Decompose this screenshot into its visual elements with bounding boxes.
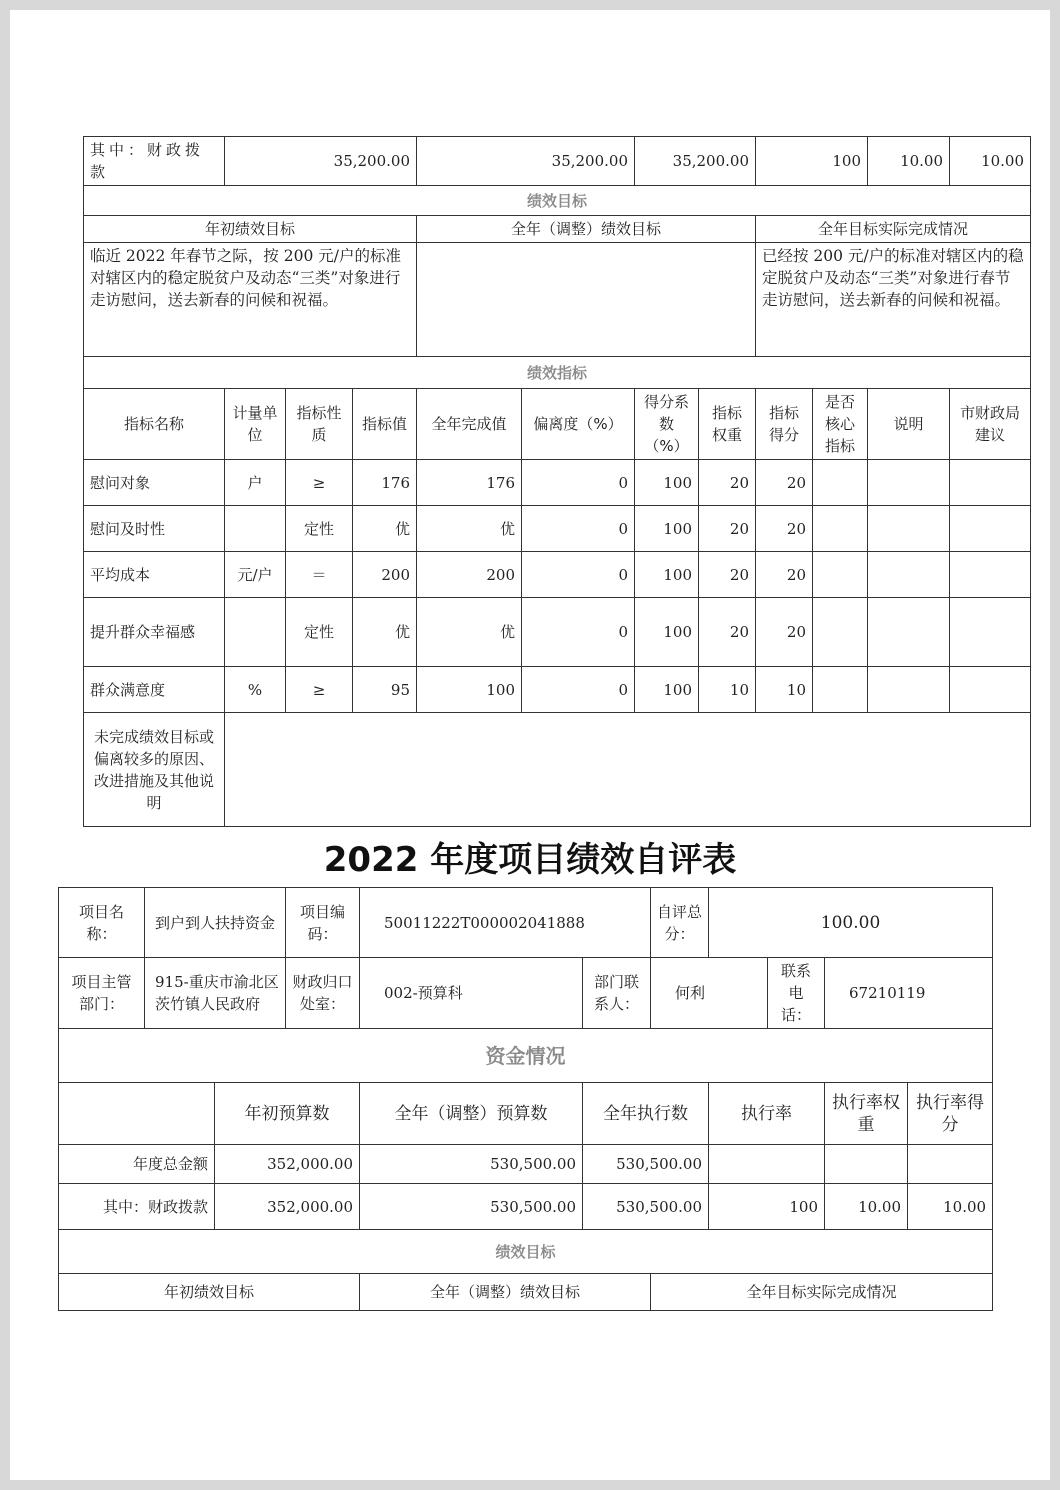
ind-core <box>813 460 868 506</box>
ind-unit: % <box>225 667 286 713</box>
contact-label: 部门联系人： <box>583 958 651 1029</box>
funds-header-blank <box>59 1083 215 1145</box>
fund-initial: 352,000.00 <box>215 1184 360 1230</box>
ind-coef: 100 <box>635 598 699 667</box>
ind-header-nature: 指标性质 <box>286 389 353 460</box>
ind-actual: 优 <box>417 506 522 552</box>
ind-unit: 户 <box>225 460 286 506</box>
ind-core <box>813 667 868 713</box>
ind-target: 优 <box>353 506 417 552</box>
goal-initial-text: 临近 2022 年春节之际，按 200 元/户的标准对辖区内的稳定脱贫户及动态“三类”对象进行走访慰问，送去新春的问候和祝福。 <box>84 243 417 357</box>
funds-header-row <box>59 1083 993 1145</box>
ind-advice <box>950 552 1031 598</box>
self-score-value: 100.00 <box>709 888 993 958</box>
ind-unit: 元/户 <box>225 552 286 598</box>
ind-nature: ≥ <box>286 667 353 713</box>
ind-core <box>813 552 868 598</box>
ind-name: 平均成本 <box>84 552 225 598</box>
ind-header-advice: 市财政局建议 <box>950 389 1031 460</box>
fund-executed: 530,500.00 <box>583 1184 709 1230</box>
goal-adjusted-header: 全年（调整）绩效目标 <box>417 216 756 243</box>
funds-header-adjusted: 全年（调整）预算数 <box>360 1083 583 1145</box>
upper-performance-table <box>83 136 1031 827</box>
goals-section-header: 绩效目标 <box>84 186 1031 216</box>
total-weight <box>825 1145 908 1184</box>
ind-weight: 20 <box>699 460 756 506</box>
ind-weight: 20 <box>699 506 756 552</box>
ind-name: 慰问及时性 <box>84 506 225 552</box>
ind-actual: 176 <box>417 460 522 506</box>
fund-row-label: 其中：财政拨款 <box>84 137 225 186</box>
table-row <box>84 552 1031 598</box>
funds-header-initial: 年初预算数 <box>215 1083 360 1145</box>
ind-note <box>868 460 950 506</box>
fund-rate-weight: 10.00 <box>868 137 950 186</box>
goal-adjusted-text <box>417 243 756 357</box>
ind-unit <box>225 598 286 667</box>
table-row <box>84 460 1031 506</box>
table-row <box>59 1184 993 1230</box>
fund-adjusted-budget: 35,200.00 <box>417 137 635 186</box>
ind-header-name: 指标名称 <box>84 389 225 460</box>
fund-adjusted: 530,500.00 <box>360 1184 583 1230</box>
fund-executed: 35,200.00 <box>635 137 756 186</box>
funds-header-score: 执行率得分 <box>908 1083 993 1145</box>
total-row-label: 年度总金额 <box>59 1145 215 1184</box>
ind-actual: 200 <box>417 552 522 598</box>
goal-actual-text: 已经按 200 元/户的标准对辖区内的稳定脱贫户及动态“三类”对象进行春节走访慰问，送去新春的问候和祝福。 <box>756 243 1031 357</box>
ind-coef: 100 <box>635 552 699 598</box>
ind-advice <box>950 667 1031 713</box>
ind-advice <box>950 598 1031 667</box>
phone-value: 67210119 <box>825 958 993 1029</box>
fund-rate: 100 <box>709 1184 825 1230</box>
finance-office-label: 财政归口处室： <box>286 958 360 1029</box>
ind-deviation: 0 <box>522 552 635 598</box>
funds-header-weight: 执行率权重 <box>825 1083 908 1145</box>
reason-value <box>225 713 1031 827</box>
project-code-value: 50011222T000002041888 <box>360 888 651 958</box>
ind-coef: 100 <box>635 460 699 506</box>
ind-nature: ＝ <box>286 552 353 598</box>
contact-value: 何利 <box>651 958 768 1029</box>
indicator-header-row <box>84 389 1031 460</box>
total-initial: 352,000.00 <box>215 1145 360 1184</box>
table-row <box>84 506 1031 552</box>
ind-header-weight: 指标权重 <box>699 389 756 460</box>
funds-header-rate: 执行率 <box>709 1083 825 1145</box>
project-code-label: 项目编码： <box>286 888 360 958</box>
ind-score: 20 <box>756 506 813 552</box>
ind-note <box>868 667 950 713</box>
ind-header-score: 指标得分 <box>756 389 813 460</box>
total-adjusted: 530,500.00 <box>360 1145 583 1184</box>
ind-target: 176 <box>353 460 417 506</box>
fund-exec-rate: 100 <box>756 137 868 186</box>
dept-value: 915-重庆市渝北区茨竹镇人民政府 <box>145 958 286 1029</box>
table-row <box>59 1145 993 1184</box>
ind-header-deviation: 偏离度（%） <box>522 389 635 460</box>
ind-score: 10 <box>756 667 813 713</box>
ind-name: 提升群众幸福感 <box>84 598 225 667</box>
ind-name: 慰问对象 <box>84 460 225 506</box>
fund-initial-budget: 35,200.00 <box>225 137 417 186</box>
ind-deviation: 0 <box>522 598 635 667</box>
ind-coef: 100 <box>635 667 699 713</box>
ind-unit <box>225 506 286 552</box>
ind-advice <box>950 460 1031 506</box>
fund-weight: 10.00 <box>825 1184 908 1230</box>
fund-score: 10.00 <box>908 1184 993 1230</box>
phone-label: 联系电话： <box>768 958 825 1029</box>
fund-rate-score: 10.00 <box>950 137 1031 186</box>
indicators-section-header: 绩效指标 <box>84 357 1031 389</box>
self-score-label: 自评总分： <box>651 888 709 958</box>
project-name-value: 到户到人扶持资金 <box>145 888 286 958</box>
total-score <box>908 1145 993 1184</box>
lower-goals-section-header: 绩效目标 <box>59 1230 993 1274</box>
ind-weight: 10 <box>699 667 756 713</box>
table-row <box>84 598 1031 667</box>
ind-header-coef: 得分系数（%） <box>635 389 699 460</box>
ind-name: 群众满意度 <box>84 667 225 713</box>
reason-label: 未完成绩效目标或偏离较多的原因、改进措施及其他说明 <box>84 713 225 827</box>
ind-target: 优 <box>353 598 417 667</box>
ind-core <box>813 598 868 667</box>
ind-deviation: 0 <box>522 667 635 713</box>
ind-header-core: 是否核心指标 <box>813 389 868 460</box>
ind-actual: 优 <box>417 598 522 667</box>
goal-initial-header: 年初绩效目标 <box>84 216 417 243</box>
lower-goal-adjusted-header: 全年（调整）绩效目标 <box>360 1274 651 1311</box>
ind-header-unit: 计量单位 <box>225 389 286 460</box>
ind-nature: 定性 <box>286 506 353 552</box>
ind-nature: ≥ <box>286 460 353 506</box>
table-row <box>84 667 1031 713</box>
ind-header-actual: 全年完成值 <box>417 389 522 460</box>
lower-goal-actual-header: 全年目标实际完成情况 <box>651 1274 993 1311</box>
ind-actual: 100 <box>417 667 522 713</box>
ind-core <box>813 506 868 552</box>
ind-weight: 20 <box>699 598 756 667</box>
ind-score: 20 <box>756 598 813 667</box>
lower-goal-initial-header: 年初绩效目标 <box>59 1274 360 1311</box>
page-title: 2022 年度项目绩效自评表 <box>323 840 737 880</box>
ind-advice <box>950 506 1031 552</box>
ind-note <box>868 552 950 598</box>
ind-score: 20 <box>756 552 813 598</box>
ind-score: 20 <box>756 460 813 506</box>
funds-section-header: 资金情况 <box>59 1029 993 1083</box>
fund-row-label: 其中：财政拨款 <box>59 1184 215 1230</box>
ind-deviation: 0 <box>522 460 635 506</box>
ind-note <box>868 506 950 552</box>
ind-header-target: 指标值 <box>353 389 417 460</box>
total-executed: 530,500.00 <box>583 1145 709 1184</box>
dept-label: 项目主管部门： <box>59 958 145 1029</box>
ind-weight: 20 <box>699 552 756 598</box>
ind-note <box>868 598 950 667</box>
ind-target: 95 <box>353 667 417 713</box>
ind-deviation: 0 <box>522 506 635 552</box>
ind-coef: 100 <box>635 506 699 552</box>
funds-header-executed: 全年执行数 <box>583 1083 709 1145</box>
ind-nature: 定性 <box>286 598 353 667</box>
lower-performance-table <box>58 887 993 1311</box>
ind-header-note: 说明 <box>868 389 950 460</box>
goal-actual-header: 全年目标实际完成情况 <box>756 216 1031 243</box>
total-rate <box>709 1145 825 1184</box>
finance-office-value: 002-预算科 <box>360 958 583 1029</box>
project-name-label: 项目名称： <box>59 888 145 958</box>
ind-target: 200 <box>353 552 417 598</box>
